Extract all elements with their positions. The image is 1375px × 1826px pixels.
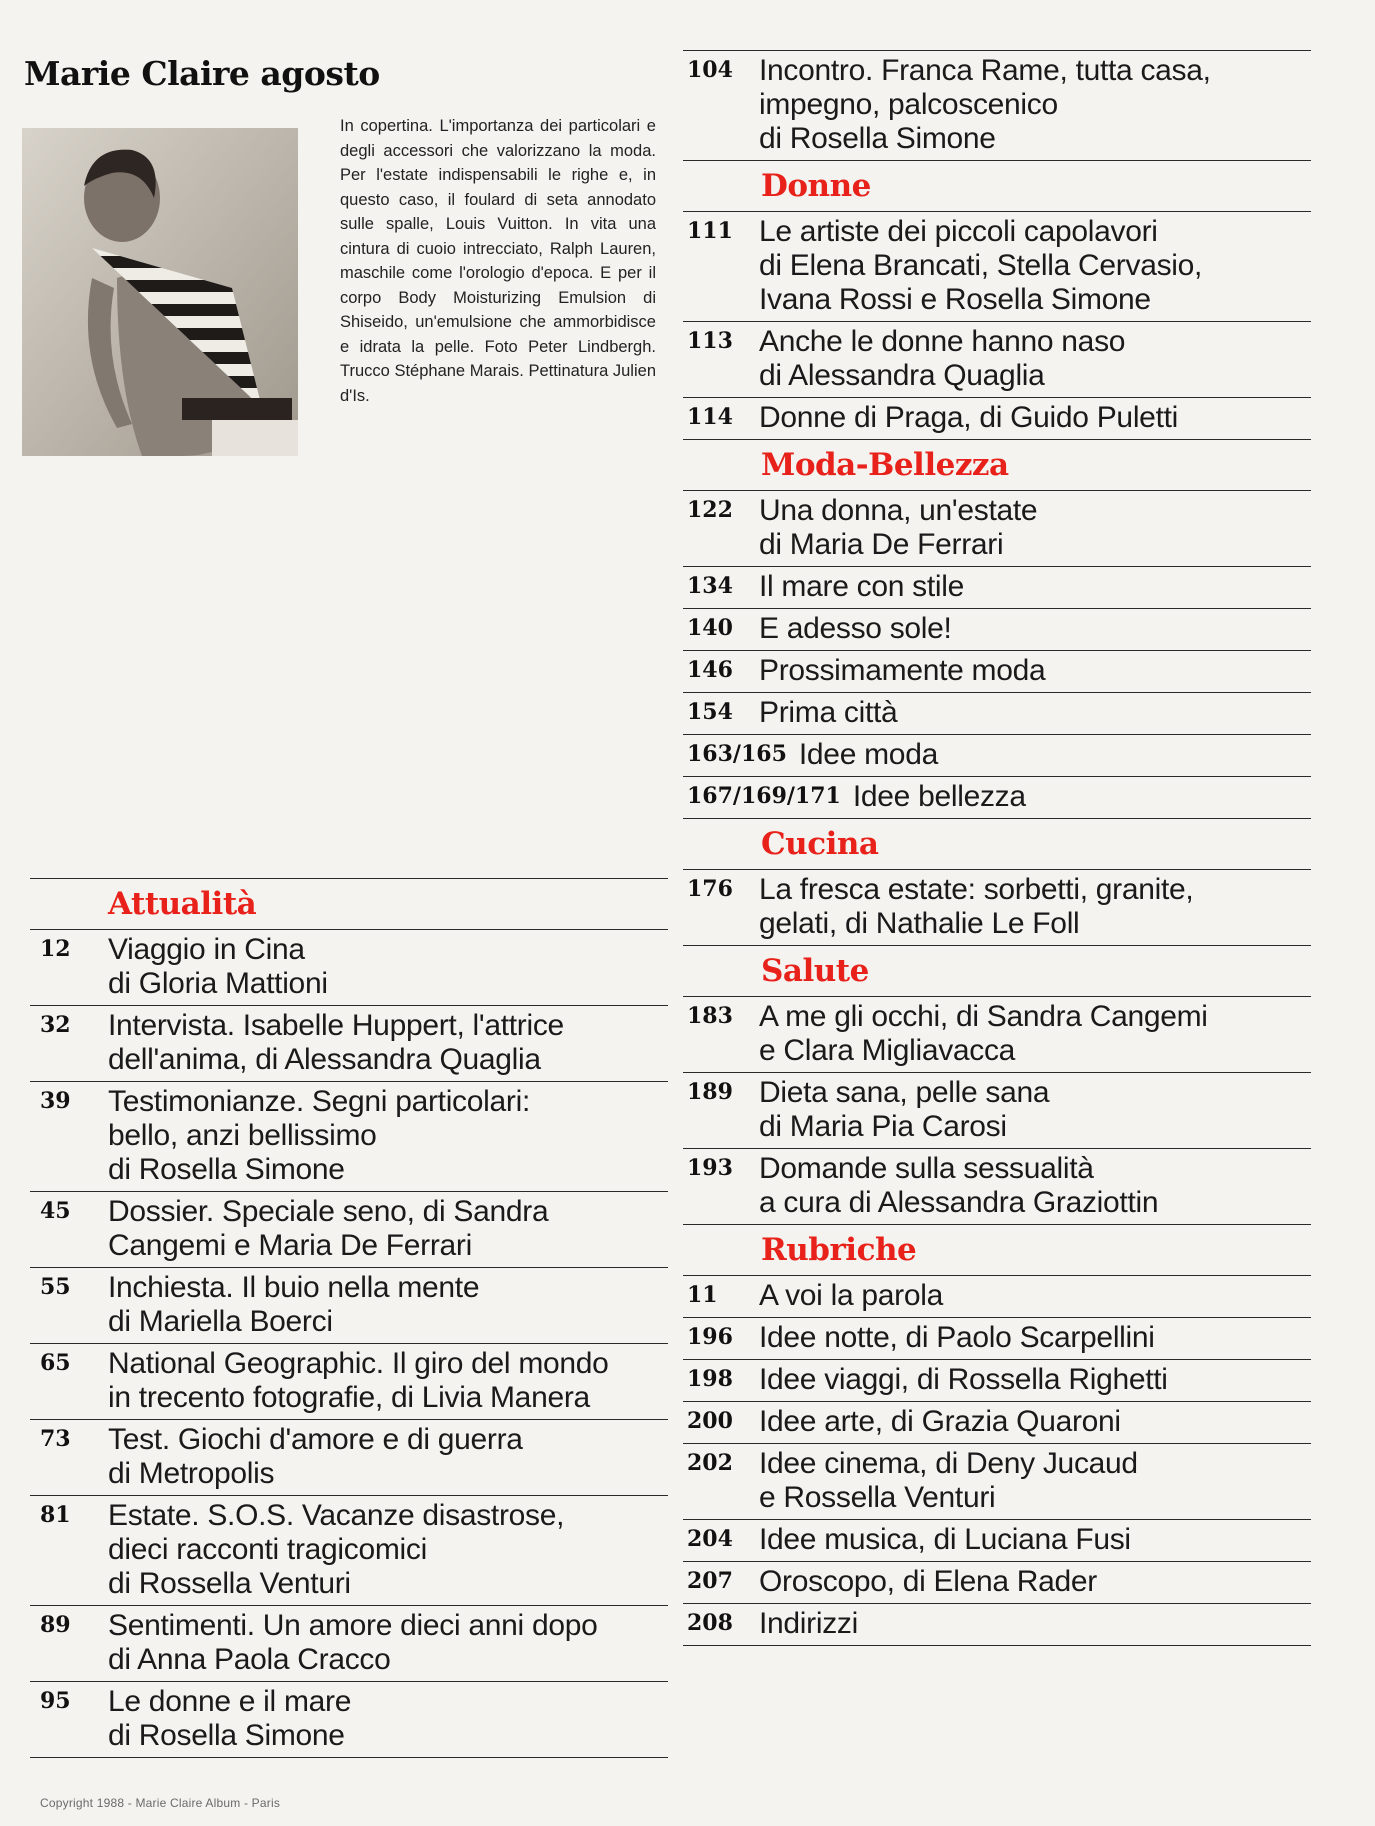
entry-page-number: 140 bbox=[687, 615, 733, 641]
entry-page-number: 207 bbox=[687, 1568, 733, 1594]
entry-title: Prima città bbox=[759, 696, 898, 729]
entry-page-number: 95 bbox=[40, 1688, 71, 1714]
entry-title: Incontro. Franca Rame, tutta casa, impegno, palcoscenico di Rosella Simone bbox=[759, 54, 1211, 155]
section-title-cucina: Cucina bbox=[761, 826, 879, 862]
cover-caption: In copertina. L'importanza dei particolari e degli accessori che valorizzano la moda. Per l'estate indispensabili le righe e, in questo caso, il foulard di seta annodato sulle spalle, Louis Vuitton. In vita una cintura di cuoio intrecciato, Ralph Lauren, maschile come l'orologio d'epoca. E per il corpo Body Moisturizing Emulsion di Shiseido, un'emulsione che ammorbidisce e idrata la pelle. Foto Peter Lindbergh. Trucco Stéphane Marais. Pettinatura Julien d'Is. bbox=[340, 117, 656, 405]
toc-entry bbox=[683, 51, 1311, 161]
toc-entry bbox=[30, 1682, 668, 1758]
entry-title: Idee arte, di Grazia Quaroni bbox=[759, 1405, 1121, 1438]
entry-page-number: 122 bbox=[687, 497, 733, 523]
entry-page-number: 81 bbox=[40, 1502, 71, 1528]
entry-page-number: 111 bbox=[687, 218, 733, 244]
entry-title: Idee viaggi, di Rossella Righetti bbox=[759, 1363, 1168, 1396]
toc-entry bbox=[683, 1149, 1311, 1225]
entry-page-number: 146 bbox=[687, 657, 733, 683]
entry-title: Indirizzi bbox=[759, 1607, 858, 1640]
entry-title: Viaggio in Cina di Gloria Mattioni bbox=[108, 933, 328, 1000]
entry-page-number: 12 bbox=[40, 936, 71, 962]
entry-page-number: 104 bbox=[687, 57, 733, 83]
toc-entry bbox=[683, 1276, 1311, 1318]
entry-title: Estate. S.O.S. Vacanze disastrose, dieci racconti tragicomici di Rossella Venturi bbox=[108, 1499, 565, 1600]
entry-page-number: 89 bbox=[40, 1612, 71, 1638]
entry-title: A me gli occhi, di Sandra Cangemi e Clara Migliavacca bbox=[759, 1000, 1208, 1067]
toc-entry bbox=[683, 1520, 1311, 1562]
toc-entry bbox=[683, 693, 1311, 735]
left-column bbox=[30, 878, 668, 1758]
entry-title: Una donna, un'estate di Maria De Ferrari bbox=[759, 494, 1038, 561]
entry-page-number: 198 bbox=[687, 1366, 733, 1392]
entry-title: La fresca estate: sorbetti, granite, gelati, di Nathalie Le Foll bbox=[759, 873, 1194, 940]
toc-entry bbox=[30, 1496, 668, 1606]
copyright-notice: Copyright 1988 - Marie Claire Album - Paris bbox=[40, 1796, 281, 1810]
entry-page-number: 183 bbox=[687, 1003, 733, 1029]
toc-entry bbox=[30, 1082, 668, 1192]
entry-page-number: 114 bbox=[687, 404, 733, 430]
entry-page-number: 11 bbox=[687, 1282, 718, 1308]
section-title-moda-bellezza: Moda-Bellezza bbox=[761, 447, 1009, 483]
entry-page-number: 204 bbox=[687, 1526, 733, 1552]
toc-entry bbox=[683, 651, 1311, 693]
toc-entry bbox=[683, 212, 1311, 322]
toc-entry bbox=[683, 609, 1311, 651]
entry-title: Oroscopo, di Elena Rader bbox=[759, 1565, 1097, 1598]
entry-title: Domande sulla sessualità a cura di Alessandra Graziottin bbox=[759, 1152, 1159, 1219]
entry-page-number: 154 bbox=[687, 699, 733, 725]
toc-entry bbox=[683, 735, 1311, 777]
entry-title: Idee musica, di Luciana Fusi bbox=[759, 1523, 1131, 1556]
entry-title: Idee bellezza bbox=[852, 780, 1026, 813]
right-sections bbox=[683, 161, 1311, 1646]
entry-title: Prossimamente moda bbox=[759, 654, 1046, 687]
entry-title: Idee cinema, di Deny Jucaud e Rossella Venturi bbox=[759, 1447, 1138, 1514]
toc-entry bbox=[683, 1604, 1311, 1646]
entry-page-number: 196 bbox=[687, 1324, 733, 1350]
toc-entry bbox=[683, 1073, 1311, 1149]
entry-page-number: 189 bbox=[687, 1079, 733, 1105]
entry-title: Test. Giochi d'amore e di guerra di Metropolis bbox=[108, 1423, 523, 1490]
toc-entry bbox=[30, 1268, 668, 1344]
entry-title: Dieta sana, pelle sana di Maria Pia Carosi bbox=[759, 1076, 1050, 1143]
toc-entry bbox=[683, 997, 1311, 1073]
entry-title: Idee moda bbox=[798, 738, 938, 771]
entry-page-number: 200 bbox=[687, 1408, 733, 1434]
entry-title: Le donne e il mare di Rosella Simone bbox=[108, 1685, 352, 1752]
entry-page-number: 202 bbox=[687, 1450, 733, 1476]
section-title-rubriche: Rubriche bbox=[761, 1232, 917, 1268]
attualita-entries bbox=[30, 930, 668, 1758]
magazine-title: Marie Claire agosto bbox=[24, 54, 380, 93]
section-title-salute: Salute bbox=[761, 953, 869, 989]
entry-page-number: 163/165 bbox=[687, 741, 787, 767]
entry-title: National Geographic. Il giro del mondo in trecento fotografie, di Livia Manera bbox=[108, 1347, 609, 1414]
entry-page-number: 45 bbox=[40, 1198, 71, 1224]
toc-entry bbox=[30, 930, 668, 1006]
cover-photo bbox=[22, 128, 298, 456]
entry-title: Testimonianze. Segni particolari: bello, anzi bellissimo di Rosella Simone bbox=[108, 1085, 530, 1186]
entry-title: Le artiste dei piccoli capolavori di Elena Brancati, Stella Cervasio, Ivana Rossi e Rosella Simone bbox=[759, 215, 1203, 316]
toc-entry bbox=[683, 870, 1311, 946]
toc-entry bbox=[683, 777, 1311, 819]
entry-page-number: 65 bbox=[40, 1350, 71, 1376]
entry-title: Inchiesta. Il buio nella mente di Mariella Boerci bbox=[108, 1271, 480, 1338]
entry-title: A voi la parola bbox=[759, 1279, 943, 1312]
entry-title: Il mare con stile bbox=[759, 570, 964, 603]
entry-page-number: 167/169/171 bbox=[687, 783, 841, 809]
toc-entry bbox=[683, 1562, 1311, 1604]
toc-entry bbox=[683, 1318, 1311, 1360]
entry-page-number: 193 bbox=[687, 1155, 733, 1181]
cover-photo-illustration bbox=[22, 128, 298, 456]
right-column bbox=[683, 50, 1311, 1646]
toc-entry bbox=[30, 1420, 668, 1496]
toc-entry bbox=[683, 1444, 1311, 1520]
entry-page-number: 55 bbox=[40, 1274, 71, 1300]
section-title-attualita: Attualità bbox=[108, 886, 257, 922]
toc-entry bbox=[683, 567, 1311, 609]
entry-title: Idee notte, di Paolo Scarpellini bbox=[759, 1321, 1155, 1354]
toc-entry bbox=[30, 1606, 668, 1682]
entry-title: Donne di Praga, di Guido Puletti bbox=[759, 401, 1178, 434]
entry-title: Intervista. Isabelle Huppert, l'attrice dell'anima, di Alessandra Quaglia bbox=[108, 1009, 564, 1076]
toc-entry bbox=[683, 1402, 1311, 1444]
entry-page-number: 73 bbox=[40, 1426, 71, 1452]
toc-entry bbox=[30, 1344, 668, 1420]
toc-entry bbox=[30, 1006, 668, 1082]
entry-title: Dossier. Speciale seno, di Sandra Cangemi e Maria De Ferrari bbox=[108, 1195, 549, 1262]
toc-entry bbox=[683, 322, 1311, 398]
entry-page-number: 176 bbox=[687, 876, 733, 902]
entry-page-number: 113 bbox=[687, 328, 733, 354]
entry-page-number: 39 bbox=[40, 1088, 71, 1114]
toc-entry bbox=[683, 1360, 1311, 1402]
entry-page-number: 134 bbox=[687, 573, 733, 599]
entry-page-number: 208 bbox=[687, 1610, 733, 1636]
toc-entry bbox=[30, 1192, 668, 1268]
section-title-donne: Donne bbox=[761, 168, 871, 204]
entry-title: Anche le donne hanno naso di Alessandra Quaglia bbox=[759, 325, 1126, 392]
entry-page-number: 32 bbox=[40, 1012, 71, 1038]
toc-entry bbox=[683, 491, 1311, 567]
entry-title: E adesso sole! bbox=[759, 612, 952, 645]
toc-entry bbox=[683, 398, 1311, 440]
entry-title: Sentimenti. Un amore dieci anni dopo di Anna Paola Cracco bbox=[108, 1609, 598, 1676]
